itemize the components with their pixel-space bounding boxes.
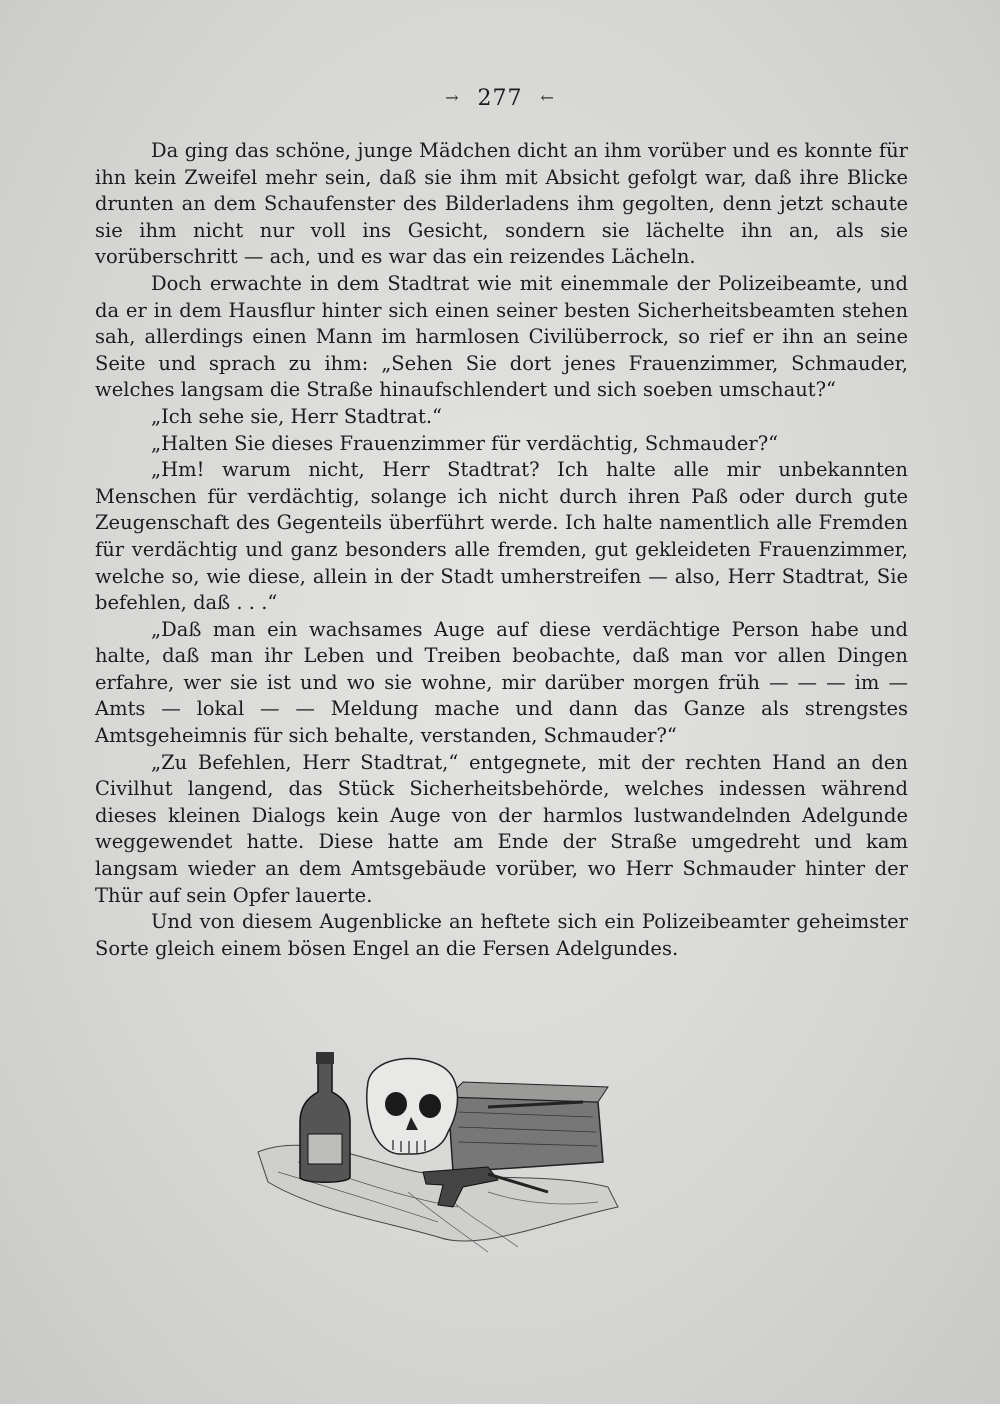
- paragraph: „Daß man ein wachsames Auge auf diese verdächtige Person habe und halte, daß man ihr Leben und Treiben beobachte, daß man vor allen Dingen erfahre, wer sie ist und wo sie wohne, mir darüber morgen früh — — — im — Amts — lokal — — Meldung mache und dann das Ganze als strengstes Amtsgeheimnis für sich behalte, verstanden, Schmauder?“: [95, 617, 908, 748]
- paragraph: „Halten Sie dieses Frauenzimmer für verdächtig, Schmauder?“: [151, 431, 779, 455]
- paragraph: Doch erwachte in dem Stadtrat wie mit einemmale der Polizeibeamte, und da er in dem Hausflur hinter sich einen seiner besten Sicherheitsbeamten stehen sah, allerdings einen Mann im harmlosen Civilüberrock, so rief er ihn an seine Seite und sprach zu ihm: „Sehen Sie dort jenes Frauenzimmer, Schmauder, welches langsam die Straße hinaufschlendert und sich soeben umschaut?“: [95, 271, 908, 402]
- paragraph: Und von diesem Augenblicke an heftete sich ein Polizeibeamter geheimster Sorte gleich einem bösen Engel an die Fersen Adelgundes.: [95, 910, 908, 960]
- paragraph: „Zu Befehlen, Herr Stadtrat,“ entgegnete, mit der rechten Hand an den Civilhut langend, das Stück Sicherheitsbehörde, welches indessen während dieses kleinen Dialogs kein Auge von der harmlos lustwandelnden Adelgunde weggewendet hatte. Diese hatte am Ende der Straße umgedreht und kam langsam wieder an dem Amtsgebäude vorüber, wo Herr Schmauder hinter der Thür auf sein Opfer lauerte.: [95, 750, 908, 907]
- paragraph: „Hm! warum nicht, Herr Stadtrat? Ich halte alle mir unbekannten Menschen für verdächtig, solange ich nicht durch ihren Paß oder durch gute Zeugenschaft des Gegenteils überführt werde. Ich halte namentlich alle Fremden für verdächtig und ganz besonders alle fremden, gut gekleideten Frauenzimmer, welche so, wie diese, allein in der Stadt umherstreifen — also, Herr Stadtrat, Sie befehlen, daß . . .“: [95, 458, 908, 615]
- ornament-right-icon: ←: [540, 88, 555, 107]
- skull-still-life-illustration-icon: [248, 1022, 648, 1257]
- page-number: 277: [477, 86, 523, 111]
- page-header: [0, 86, 1000, 111]
- paragraph: „Ich sehe sie, Herr Stadtrat.“: [151, 404, 442, 428]
- paragraph: Da ging das schöne, junge Mädchen dicht an ihm vorüber und es konnte für ihn kein Zweifel mehr sein, daß sie ihm mit Absicht gefolgt war, daß ihre Blicke drunten an dem Schaufenster des Bilderladens ihm gegolten, denn jetzt schaute sie ihm nicht nur voll ins Gesicht, sondern sie lächelte ihn an, als sie vorüberschritt — ach, und es war das ein reizendes Lächeln.: [95, 139, 908, 269]
- ornament-left-icon: →: [445, 88, 460, 107]
- body-text: [95, 138, 908, 962]
